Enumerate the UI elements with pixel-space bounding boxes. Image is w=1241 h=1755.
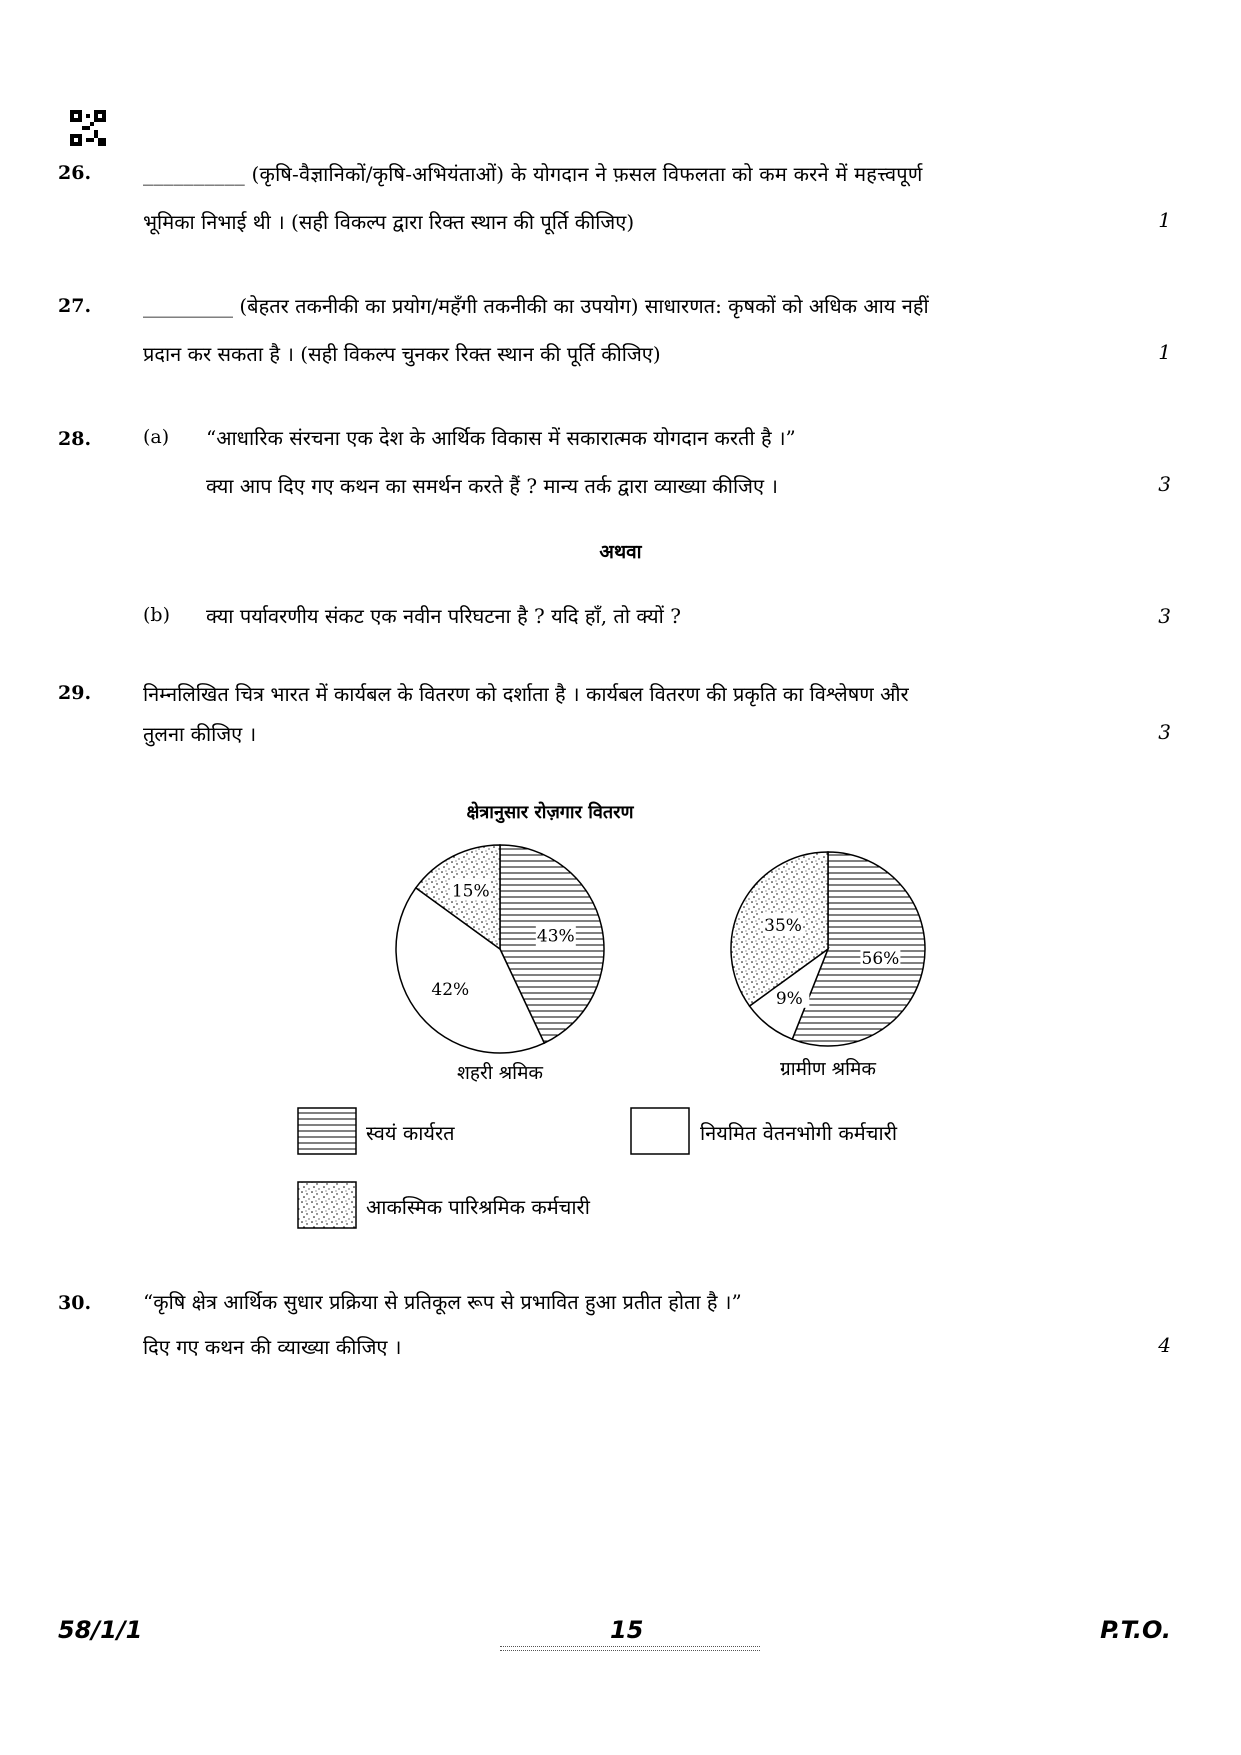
question-number: 28. <box>58 428 92 450</box>
pie-label-rural-self-employed: 56% <box>861 948 900 969</box>
or-label: अथवा <box>599 541 642 563</box>
marks: 3 <box>1158 472 1171 496</box>
question-text: क्या पर्यावरणीय संकट एक नवीन परिघटना है ? यदि हाँ, तो क्यों ? <box>206 604 681 628</box>
marks: 1 <box>1158 340 1171 364</box>
part-label: (a) <box>143 426 170 448</box>
legend-swatch-self-employed <box>298 1108 356 1154</box>
legend-label-self-employed: स्वयं कार्यरत <box>366 1121 455 1145</box>
pie-label-urban-casual: 15% <box>451 881 490 902</box>
pie-caption-urban: शहरी श्रमिक <box>456 1062 544 1084</box>
footer-divider <box>500 1646 760 1651</box>
pie-charts <box>0 840 1241 1240</box>
question-text: “आधारिक संरचना एक देश के आर्थिक विकास में सकारात्मक योगदान करती है ।” <box>206 426 796 450</box>
question-text: तुलना कीजिए । <box>143 722 257 746</box>
pie-caption-rural: ग्रामीण श्रमिक <box>779 1058 877 1080</box>
marks: 3 <box>1158 604 1171 628</box>
question-number: 30. <box>58 1292 92 1314</box>
legend-label-casual: आकस्मिक पारिश्रमिक कर्मचारी <box>366 1195 590 1219</box>
pie-label-rural-regular: 9% <box>775 988 803 1009</box>
marks: 4 <box>1158 1333 1171 1357</box>
question-number: 26. <box>58 162 92 184</box>
question-text: निम्नलिखित चित्र भारत में कार्यबल के वितरण को दर्शाता है । कार्यबल वितरण की प्रकृति का विश्लेषण और <box>143 682 909 706</box>
chart-title: क्षेत्रानुसार रोज़गार वितरण <box>466 802 634 823</box>
legend-label-regular: नियमित वेतनभोगी कर्मचारी <box>700 1121 897 1145</box>
question-text: _________ (बेहतर तकनीकी का प्रयोग/महँगी तकनीकी का उपयोग) साधारणत: कृषकों को अधिक आय नहीं <box>143 294 929 318</box>
question-text: प्रदान कर सकता है । (सही विकल्प चुनकर रिक्त स्थान की पूर्ति कीजिए) <box>143 342 661 366</box>
legend-swatch-casual <box>298 1182 356 1228</box>
pie-label-urban-self-employed: 43% <box>536 926 575 947</box>
marks: 1 <box>1158 208 1171 232</box>
pto-label: P.T.O. <box>1100 1616 1171 1644</box>
question-text: __________ (कृषि-वैज्ञानिकों/कृषि-अभियंताओं) के योगदान ने फ़सल विफलता को कम करने में महत्त्वपूर्ण <box>143 162 923 186</box>
question-text: भूमिका निभाई थी । (सही विकल्प द्वारा रिक्त स्थान की पूर्ति कीजिए) <box>143 210 635 234</box>
legend-swatch-regular <box>631 1108 689 1154</box>
page-number: 15 <box>610 1616 644 1644</box>
question-number: 29. <box>58 682 92 704</box>
marks: 3 <box>1158 720 1171 744</box>
part-label: (b) <box>143 604 170 626</box>
question-text: “कृषि क्षेत्र आर्थिक सुधार प्रक्रिया से प्रतिकूल रूप से प्रभावित हुआ प्रतीत होता है ।” <box>143 1290 742 1314</box>
pie-label-urban-regular: 42% <box>431 980 470 1001</box>
question-text: क्या आप दिए गए कथन का समर्थन करते हैं ? मान्य तर्क द्वारा व्याख्या कीजिए । <box>206 474 778 498</box>
paper-code: 58/1/1 <box>58 1616 143 1644</box>
pie-label-rural-casual: 35% <box>764 916 802 937</box>
qr-code-icon <box>70 110 106 146</box>
question-text: दिए गए कथन की व्याख्या कीजिए । <box>143 1335 402 1359</box>
question-number: 27. <box>58 295 92 317</box>
